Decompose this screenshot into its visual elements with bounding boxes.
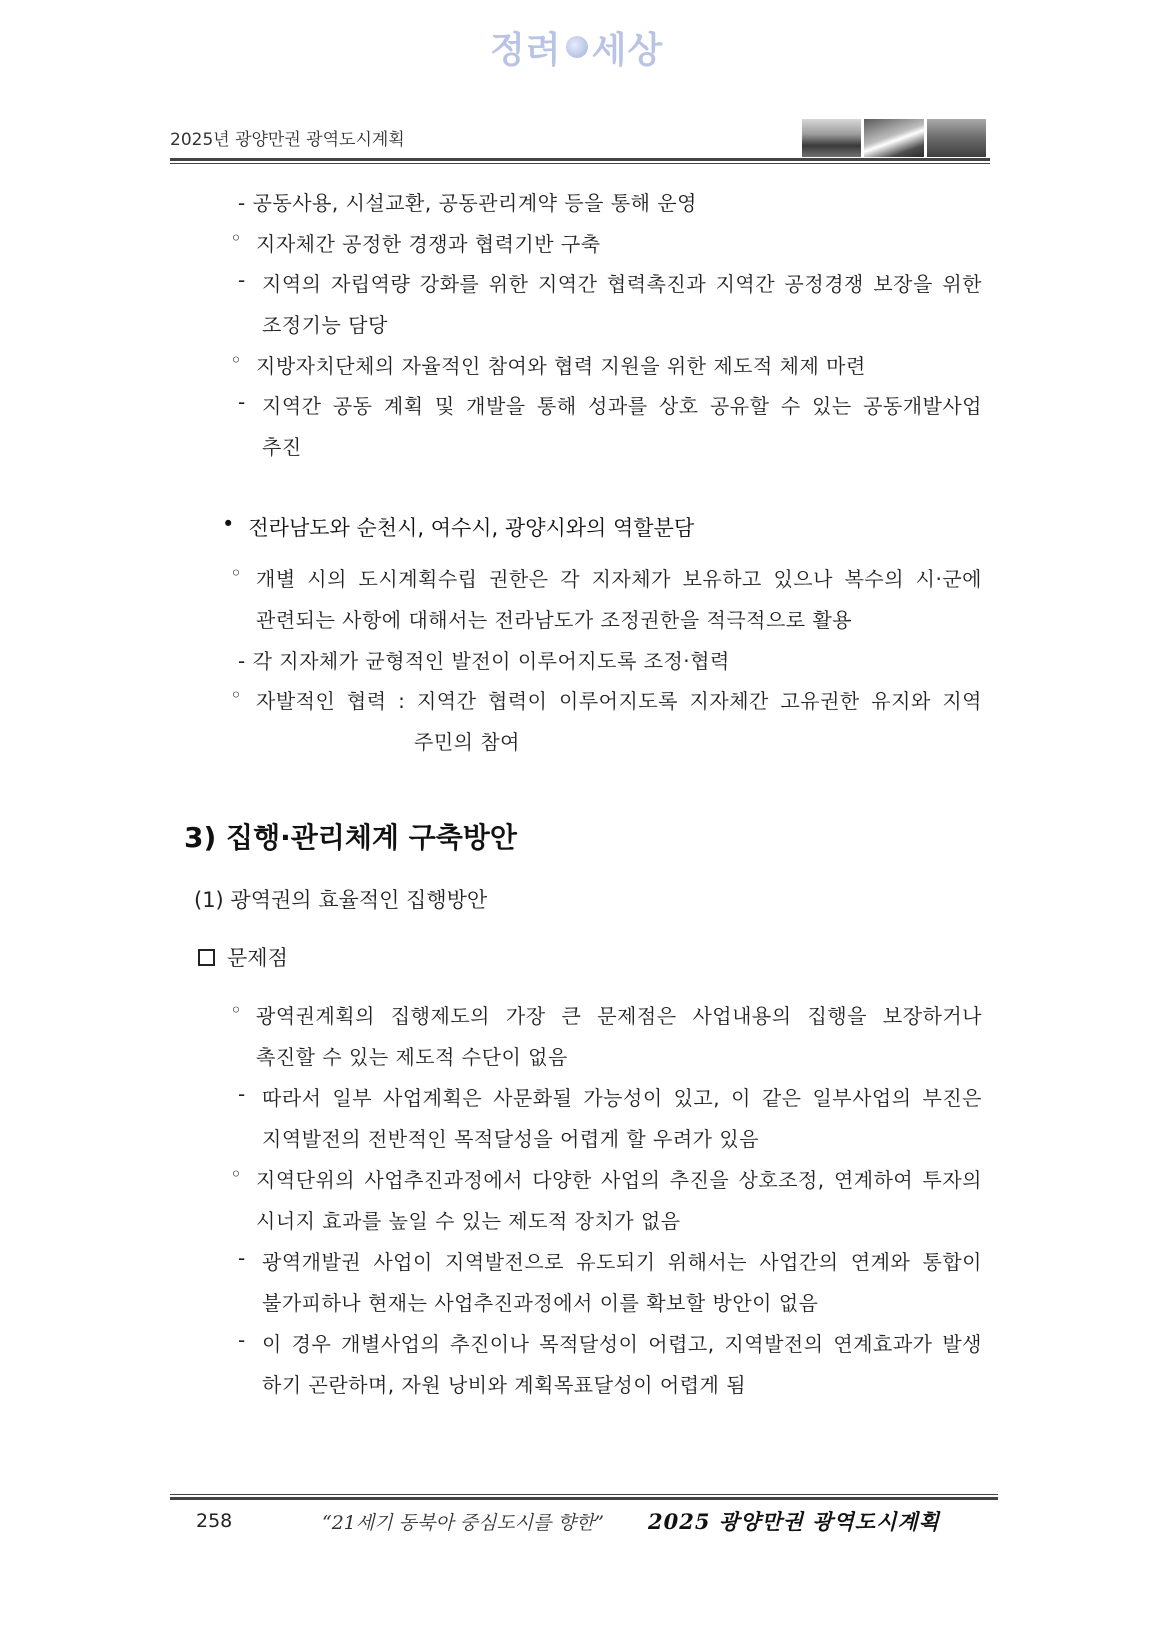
body-line: - 공동사용, 시설교환, 공동관리계약 등을 통해 운영 <box>238 191 697 215</box>
body-line: 자발적인 협력 : 지역간 협력이 이루어지도록 지자체간 고유권한 유지와 지역 <box>256 689 982 713</box>
logo <box>490 22 670 72</box>
problem-heading-text: 문제점 <box>227 946 288 970</box>
body-line: 지방자치단체의 자율적인 참여와 협력 지원을 위한 제도적 체제 마련 <box>256 354 866 378</box>
circle-bullet-icon: ◦ <box>230 226 243 250</box>
body-line: 시너지 효과를 높일 수 있는 제도적 장치가 없음 <box>256 1209 681 1233</box>
footer-quote: “21세기 동북아 중심도시를 향한” <box>322 1512 604 1534</box>
body-line: - 각 지자체가 균형적인 발전이 이루어지도록 조정·협력 <box>238 649 730 673</box>
subsection-heading: (1) 광역권의 효율적인 집행방안 <box>194 888 488 912</box>
dash-marker: - <box>238 390 246 414</box>
body-line: 관련되는 사항에 대해서는 전라남도가 조정권한을 적극적으로 활용 <box>256 608 853 632</box>
circle-bullet-icon: ◦ <box>230 561 243 585</box>
header-photo-coast <box>802 119 861 157</box>
body-line: 주민의 참여 <box>414 730 520 754</box>
logo-text-left: 정려 <box>490 29 562 71</box>
logo-circle-icon <box>566 36 588 58</box>
body-line: 지자체간 공정한 경쟁과 협력기반 구축 <box>256 232 601 256</box>
dash-marker: - <box>238 1328 246 1352</box>
header-photos <box>802 119 986 157</box>
body-line: 광역권계획의 집행제도의 가장 큰 문제점은 사업내용의 집행을 보장하거나 <box>256 1004 982 1028</box>
header-rule <box>170 158 990 164</box>
footer-rule <box>170 1494 998 1500</box>
circle-bullet-icon: ◦ <box>230 1162 243 1186</box>
footer-title: 2025 광양만권 광역도시계획 <box>648 1509 940 1534</box>
body-line: 추진 <box>262 435 302 459</box>
body-line: 개별 시의 도시계획수립 권한은 각 지자체가 보유하고 있으나 복수의 시·군에 <box>256 567 982 591</box>
logo-text-right: 세상 <box>591 29 664 71</box>
body-line: 이 경우 개별사업의 추진이나 목적달성이 어렵고, 지역발전의 연계효과가 발생 <box>262 1332 982 1356</box>
bullet-dot-icon: • <box>222 512 235 536</box>
body-line: 광역개발권 사업이 지역발전으로 유도되기 위해서는 사업간의 연계와 통합이 <box>262 1250 982 1274</box>
body-line: 하기 곤란하며, 자원 낭비와 계획목표달성이 어렵게 됨 <box>262 1373 747 1397</box>
section-heading: 3) 집행·관리체계 구축방안 <box>184 821 517 854</box>
page-number: 258 <box>196 1510 233 1532</box>
section-bullet <box>222 512 694 542</box>
body-line: 불가피하나 현재는 사업추진과정에서 이를 확보할 방안이 없음 <box>262 1291 819 1315</box>
header-title: 2025년 광양만권 광역도시계획 <box>170 130 405 150</box>
body-line: 지역단위의 사업추진과정에서 다양한 사업의 추진을 상호조정, 연계하여 투자의 <box>256 1168 982 1192</box>
header-photo-river <box>864 119 923 157</box>
dash-marker: - <box>238 268 246 292</box>
body-line: 지역의 자립역량 강화를 위한 지역간 협력촉진과 지역간 공정경쟁 보장을 위한 <box>262 272 982 296</box>
problem-heading <box>198 942 288 972</box>
section-bullet-text: 전라남도와 순천시, 여수시, 광양시와의 역할분담 <box>248 516 695 540</box>
dash-marker: - <box>238 1082 246 1106</box>
dash-marker: - <box>238 1246 246 1270</box>
circle-bullet-icon: ◦ <box>230 683 243 707</box>
circle-bullet-icon: ◦ <box>230 348 243 372</box>
body-line: 지역간 공동 계획 및 개발을 통해 성과를 상호 공유할 수 있는 공동개발사업 <box>262 394 982 418</box>
header-photo-city <box>927 119 986 157</box>
square-box-icon <box>198 949 215 966</box>
body-line: 조정기능 담당 <box>262 313 388 337</box>
body-line: 지역발전의 전반적인 목적달성을 어렵게 할 우려가 있음 <box>262 1127 760 1151</box>
body-line: 촉진할 수 있는 제도적 수단이 없음 <box>256 1045 568 1069</box>
circle-bullet-icon: ◦ <box>230 998 243 1022</box>
body-line: 따라서 일부 사업계획은 사문화될 가능성이 있고, 이 같은 일부사업의 부진은 <box>262 1086 982 1110</box>
